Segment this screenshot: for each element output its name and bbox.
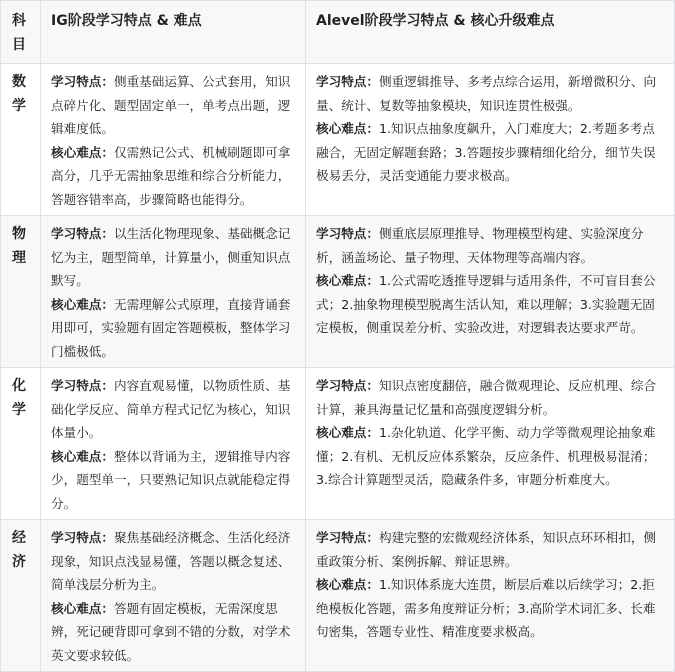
alevel-cell — [306, 216, 675, 368]
feature-paragraph — [51, 374, 295, 445]
subject-cell: 经济 — [1, 520, 41, 672]
alevel-cell — [306, 368, 675, 520]
feature-label: 学习特点： — [316, 378, 379, 393]
difficulty-paragraph — [316, 269, 664, 340]
table-row-math — [1, 64, 675, 216]
feature-label: 学习特点： — [316, 226, 379, 241]
ig-cell — [41, 368, 306, 520]
difficulty-paragraph — [316, 421, 664, 492]
feature-text: 侧重基础运算、公式套用，知识点碎片化、题型固定单一，单考点出题，逻辑难度低。 — [51, 74, 291, 136]
difficulty-label: 核心难点： — [51, 144, 114, 160]
feature-paragraph — [51, 70, 295, 141]
difficulty-label: 核心难点： — [316, 273, 379, 288]
alevel-cell — [306, 520, 675, 672]
feature-text: 聚焦基础经济概念、生活化经济现象，知识点浅显易懂，答题以概念复述、简单浅层分析为主。 — [51, 530, 291, 592]
ig-cell — [41, 216, 306, 368]
difficulty-paragraph — [51, 445, 295, 516]
difficulty-text: 整体以背诵为主，逻辑推导内容少，题型单一，只要熟记知识点就能稳定得分。 — [51, 448, 291, 511]
difficulty-label: 核心难点： — [51, 448, 114, 464]
feature-text: 内容直观易懂，以物质性质、基础化学反应、简单方程式记忆为核心，知识体量小。 — [51, 378, 291, 440]
header-alevel: Alevel阶段学习特点 & 核心升级难点 — [306, 1, 675, 64]
feature-paragraph — [51, 526, 295, 597]
feature-paragraph — [316, 222, 664, 269]
ig-cell — [41, 520, 306, 672]
difficulty-text: 1.知识点抽象度飙升，入门难度大；2.考题多考点融合，无固定解题套路；3.答题按步骤精细化给分，细节失误极易丢分，灵活变通能力要求极高。 — [316, 121, 656, 183]
difficulty-paragraph — [51, 293, 295, 364]
difficulty-text: 答题有固定模板，无需深度思辨，死记硬背即可拿到不错的分数，对学术英文要求较低。 — [51, 600, 291, 663]
table-row-economics — [1, 520, 675, 672]
difficulty-label: 核心难点： — [316, 425, 379, 440]
table-body — [1, 64, 675, 672]
feature-label: 学习特点： — [316, 530, 379, 545]
difficulty-paragraph — [51, 597, 295, 668]
difficulty-paragraph — [51, 141, 295, 212]
feature-paragraph — [316, 70, 664, 117]
difficulty-text: 1.公式需吃透推导逻辑与适用条件，不可盲目套公式；2.抽象物理模型脱离生活认知，难以理解；3.实验题无固定模板，侧重误差分析、实验改进，对逻辑表达要求严苛。 — [316, 273, 656, 335]
table-row-chemistry — [1, 368, 675, 520]
feature-label: 学习特点： — [51, 226, 114, 241]
header-row — [1, 1, 675, 64]
feature-text: 以生活化物理现象、基础概念记忆为主，题型简单，计算量小，侧重知识点默写。 — [51, 226, 291, 288]
feature-label: 学习特点： — [51, 74, 114, 89]
difficulty-label: 核心难点： — [51, 600, 114, 616]
subject-cell: 数学 — [1, 64, 41, 216]
feature-paragraph — [316, 374, 664, 421]
feature-label: 学习特点： — [51, 530, 114, 545]
feature-text: 侧重底层原理推导、物理模型构建、实验深度分析，涵盖场论、量子物理、天体物理等高端内容。 — [316, 226, 644, 265]
difficulty-text: 无需理解公式原理，直接背诵套用即可，实验题有固定答题模板，整体学习门槛极低。 — [51, 296, 291, 359]
difficulty-label: 核心难点： — [51, 296, 114, 312]
table-row-physics — [1, 216, 675, 368]
feature-paragraph — [316, 526, 664, 573]
alevel-cell — [306, 64, 675, 216]
difficulty-paragraph — [316, 117, 664, 188]
difficulty-text: 1.知识体系庞大连贯，断层后难以后续学习；2.拒绝模板化答题，需多角度辩证分析；3.高阶学术词汇多、长难句密集，答题专业性、精准度要求极高。 — [316, 577, 656, 639]
difficulty-label: 核心难点： — [316, 121, 379, 136]
difficulty-text: 仅需熟记公式、机械刷题即可拿高分，几乎无需抽象思维和综合分析能力，答题容错率高，步骤简略也能得分。 — [51, 144, 291, 207]
header-ig: IG阶段学习特点 & 难点 — [41, 1, 306, 64]
difficulty-paragraph — [316, 573, 664, 644]
ig-cell — [41, 64, 306, 216]
difficulty-text: 1.杂化轨道、化学平衡、动力学等微观理论抽象难懂；2.有机、无机反应体系繁杂，反应条件、机理极易混淆；3.综合计算题型灵活，隐藏条件多，审题分析难度大。 — [316, 425, 656, 487]
feature-text: 知识点密度翻倍，融合微观理论、反应机理、综合计算，兼具海量记忆量和高强度逻辑分析。 — [316, 378, 657, 417]
difficulty-label: 核心难点： — [316, 577, 379, 592]
feature-text: 侧重逻辑推导、多考点综合运用，新增微积分、向量、统计、复数等抽象模块，知识连贯性极强。 — [316, 74, 657, 113]
subject-cell: 化学 — [1, 368, 41, 520]
feature-text: 构建完整的宏微观经济体系，知识点环环相扣，侧重政策分析、案例拆解、辩证思辨。 — [316, 530, 657, 569]
header-subject: 科目 — [1, 1, 41, 64]
feature-label: 学习特点： — [316, 74, 379, 89]
subject-cell: 物理 — [1, 216, 41, 368]
table-header — [1, 1, 675, 64]
feature-label: 学习特点： — [51, 378, 114, 393]
feature-paragraph — [51, 222, 295, 293]
